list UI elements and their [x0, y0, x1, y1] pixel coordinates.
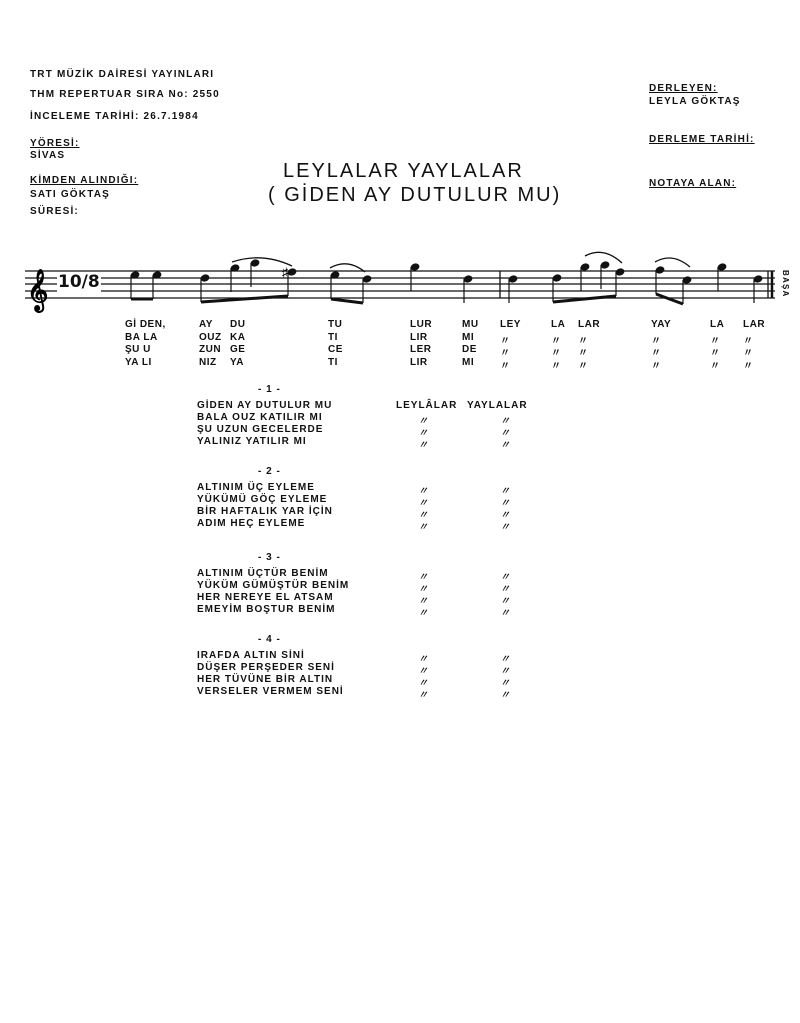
lyric-syllable: MI [462, 331, 475, 343]
lyric-syllable: 〃 [651, 335, 662, 347]
verse-line: ALTINIM ÜÇTÜR BENİM [197, 568, 329, 579]
verse-line: ŞU UZUN GECELERDE [197, 424, 324, 435]
ditto-mark: 〃 [418, 522, 428, 533]
lyric-syllable: YA [230, 356, 244, 368]
ditto-mark: 〃 [500, 522, 510, 533]
lyric-syllable: LIR [410, 356, 428, 368]
verse-line: EMEYİM BOŞTUR BENİM [197, 604, 336, 615]
refrain-word: LEYLÂLAR [396, 400, 458, 411]
beam [201, 296, 288, 302]
ditto-mark: 〃 [500, 608, 510, 619]
source-value: SATI GÖKTAŞ [30, 189, 111, 200]
ditto-mark: 〃 [418, 596, 428, 607]
repertoire-number: THM REPERTUAR SIRA No: 2550 [30, 89, 220, 100]
lyric-syllable: YAY [651, 319, 672, 330]
beam [331, 299, 363, 303]
lyric-syllable: ŞU U [125, 344, 151, 355]
verse-line: GİDEN AY DUTULUR MU [197, 400, 333, 411]
verse-line: ALTINIM ÜÇ EYLEME [197, 482, 315, 493]
lyric-syllable: 〃 [743, 335, 754, 347]
lyric-syllable: TI [328, 331, 338, 343]
verse-line: HER NEREYE EL ATSAM [197, 592, 334, 603]
ditto-mark: 〃 [418, 416, 428, 427]
ditto-mark: 〃 [500, 428, 510, 439]
lyric-syllable: LA [710, 319, 725, 330]
end-marking: BAŞA [781, 270, 790, 298]
notation-label: NOTAYA ALAN: [649, 178, 737, 189]
lyric-syllable: 〃 [551, 360, 562, 372]
beam [656, 294, 683, 304]
slur [585, 252, 622, 263]
ditto-mark: 〃 [418, 608, 428, 619]
song-title: LEYLALAR YAYLALAR [283, 160, 524, 182]
lyric-syllable: YA LI [125, 356, 152, 368]
lyric-syllable: 〃 [500, 360, 511, 372]
lyric-syllable: 〃 [578, 348, 589, 359]
institution-line: TRT MÜZİK DAİRESİ YAYINLARI [30, 69, 215, 80]
lyric-syllable: OUZ [199, 331, 222, 343]
lyric-syllable: 〃 [578, 360, 589, 372]
refrain-word: YAYLALAR [467, 400, 528, 411]
compiler-value: LEYLA GÖKTAŞ [649, 96, 741, 107]
lyric-syllable: Gİ DEN, [125, 319, 166, 330]
duration-label: SÜRESİ: [30, 206, 79, 217]
verse-line: IRAFDA ALTIN SİNİ [197, 650, 305, 661]
ditto-mark: 〃 [500, 416, 510, 427]
compiler-label: DERLEYEN: [649, 83, 718, 94]
lyric-syllable: LIR [410, 331, 428, 343]
lyric-syllable: KA [230, 331, 246, 343]
verse-line: BİR HAFTALIK YAR İÇİN [197, 506, 333, 517]
ditto-mark: 〃 [500, 510, 510, 521]
lyric-syllable: DE [462, 344, 477, 355]
ditto-mark: 〃 [418, 510, 428, 521]
song-subtitle: ( GİDEN AY DUTULUR MU) [268, 184, 562, 206]
verse-line: DÜŞER PERŞEDER SENİ [197, 662, 335, 673]
ditto-mark: 〃 [418, 428, 428, 439]
lyric-syllable: LER [410, 344, 432, 355]
verse-line: YÜKÜMÜ GÖÇ EYLEME [197, 494, 328, 505]
review-date: İNCELEME TARİHİ: 26.7.1984 [30, 111, 199, 122]
lyric-syllable: TU [328, 319, 343, 330]
sharp-icon: ♯ [282, 265, 288, 279]
verse-number: - 2 - [258, 466, 281, 477]
lyric-syllable: LAR [578, 319, 601, 330]
ditto-mark: 〃 [418, 498, 428, 509]
lyric-syllable: ZUN [199, 344, 222, 355]
lyric-syllable: 〃 [710, 348, 721, 359]
lyric-syllable: MI [462, 356, 475, 368]
ditto-mark: 〃 [500, 666, 510, 677]
ditto-mark: 〃 [418, 654, 428, 665]
lyric-syllable: 〃 [710, 335, 721, 347]
slur [655, 258, 690, 267]
lyric-syllable: GE [230, 344, 246, 355]
lyric-syllable: NIZ [199, 356, 217, 368]
ditto-mark: 〃 [500, 572, 510, 583]
verse-line: YALINIZ YATILIR MI [197, 436, 307, 447]
lyric-syllable: BA LA [125, 331, 158, 343]
ditto-mark: 〃 [418, 572, 428, 583]
lyric-syllable: CE [328, 344, 343, 355]
ditto-mark: 〃 [418, 666, 428, 677]
lyric-syllable: 〃 [551, 335, 562, 347]
verse-line: HER TÜVÜNE BİR ALTIN [197, 674, 334, 685]
ditto-mark: 〃 [418, 486, 428, 497]
ditto-mark: 〃 [500, 498, 510, 509]
verse-line: ADIM HEÇ EYLEME [197, 518, 306, 529]
lyric-syllable: TI [328, 356, 338, 368]
lyric-syllable: LUR [410, 319, 433, 330]
lyric-syllable: DU [230, 319, 246, 330]
ditto-mark: 〃 [418, 440, 428, 451]
region-value: SİVAS [30, 150, 66, 161]
verse-line: BALA OUZ KATILIR MI [197, 412, 323, 423]
ditto-mark: 〃 [418, 584, 428, 595]
verse-number: - 1 - [258, 384, 281, 395]
ditto-mark: 〃 [500, 678, 510, 689]
ditto-mark: 〃 [500, 486, 510, 497]
verse-line: VERSELER VERMEM SENİ [197, 686, 344, 697]
verse-number: - 3 - [258, 552, 281, 563]
lyric-syllable: 〃 [578, 335, 589, 347]
lyric-syllable: 〃 [651, 348, 662, 359]
lyric-syllable: 〃 [651, 360, 662, 372]
verse-line: YÜKÜM GÜMÜŞTÜR BENİM [197, 580, 350, 591]
lyric-syllable: 〃 [743, 360, 754, 372]
treble-clef-icon: 𝄞 [27, 269, 49, 311]
lyric-syllable: 〃 [500, 335, 511, 347]
ditto-mark: 〃 [500, 584, 510, 595]
compile-date-label: DERLEME TARİHİ: [649, 134, 755, 145]
ditto-mark: 〃 [500, 596, 510, 607]
music-staff [0, 0, 800, 330]
ditto-mark: 〃 [500, 654, 510, 665]
ditto-mark: 〃 [500, 690, 510, 701]
lyric-syllable: 〃 [743, 348, 754, 359]
lyric-syllable: 〃 [710, 360, 721, 372]
lyric-syllable: LEY [500, 319, 521, 330]
beam [553, 296, 616, 302]
lyric-syllable: MU [462, 319, 479, 330]
verse-number: - 4 - [258, 634, 281, 645]
ditto-mark: 〃 [418, 690, 428, 701]
ditto-mark: 〃 [418, 678, 428, 689]
time-signature: 10/8 [58, 272, 100, 292]
region-label: YÖRESİ: [30, 138, 80, 149]
lyric-syllable: 〃 [500, 348, 511, 359]
lyric-syllable: 〃 [551, 348, 562, 359]
ditto-mark: 〃 [500, 440, 510, 451]
lyric-syllable: AY [199, 319, 213, 330]
lyric-syllable: LAR [743, 319, 766, 330]
lyric-syllable: LA [551, 319, 566, 330]
source-label: KİMDEN ALINDIĞI: [30, 175, 139, 186]
